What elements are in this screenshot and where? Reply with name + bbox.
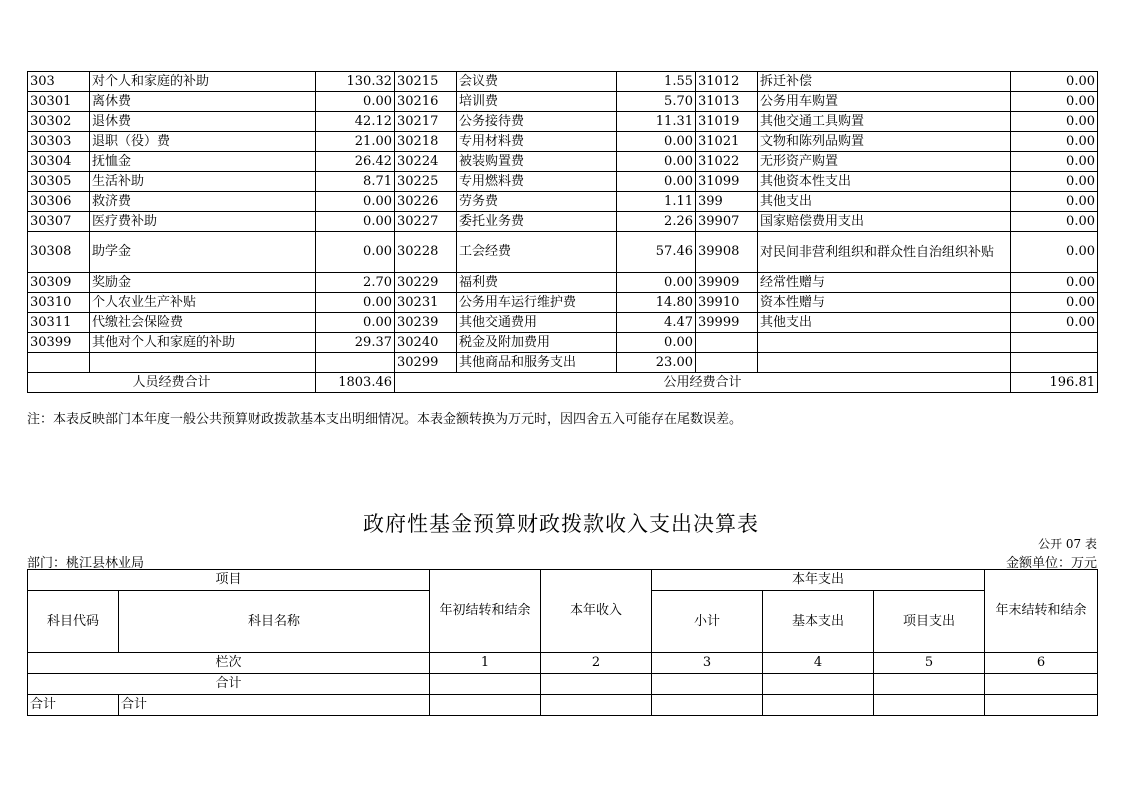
amount-cell [1011,353,1098,373]
name-cell: 福利费 [457,273,617,293]
amount-cell: 57.46 [617,232,696,273]
index-3: 3 [652,653,763,674]
amount-cell: 26.42 [316,152,395,172]
name-cell: 奖励金 [90,273,316,293]
header-closing: 年末结转和结余 [985,570,1098,653]
total-cell [652,674,763,695]
amount-cell: 130.32 [316,72,395,92]
code-cell: 30302 [28,112,90,132]
code-cell: 31021 [696,132,758,152]
name-cell: 资本性赠与 [758,293,1011,313]
total-row [28,674,1098,695]
amount-cell: 0.00 [1011,72,1098,92]
index-row [28,653,1098,674]
code-cell: 30216 [395,92,457,112]
amount-cell: 0.00 [617,273,696,293]
table-row [28,232,1098,273]
amount-cell: 0.00 [316,293,395,313]
name-cell: 其他对个人和家庭的补助 [90,333,316,353]
form-number: 公开 07 表 [1038,537,1097,551]
name-cell: 退职（役）费 [90,132,316,152]
amount-cell: 0.00 [1011,232,1098,273]
code-cell: 31012 [696,72,758,92]
index-4: 4 [763,653,874,674]
amount-cell: 0.00 [617,333,696,353]
subject-cell [763,695,874,716]
header-item: 项目 [28,570,430,591]
personnel-total-label: 人员经费合计 [28,373,316,393]
subject-cell [652,695,763,716]
code-cell: 30305 [28,172,90,192]
table-row [28,152,1098,172]
subject-cell [985,695,1098,716]
total-cell [430,674,541,695]
code-cell: 30310 [28,293,90,313]
total-cell [985,674,1098,695]
government-fund-table [27,569,1098,716]
code-cell: 30308 [28,232,90,273]
amount-cell: 42.12 [316,112,395,132]
name-cell [90,353,316,373]
total-label: 合计 [28,674,430,695]
name-cell: 对民间非营利组织和群众性自治组织补贴 [758,232,1011,273]
personnel-total-value: 1803.46 [316,373,395,393]
amount-cell: 5.70 [617,92,696,112]
code-cell: 30239 [395,313,457,333]
name-cell: 其他资本性支出 [758,172,1011,192]
name-cell: 专用材料费 [457,132,617,152]
amount-cell: 0.00 [617,132,696,152]
table-row [28,353,1098,373]
amount-cell: 0.00 [1011,192,1098,212]
code-cell: 30307 [28,212,90,232]
amount-cell: 0.00 [316,212,395,232]
unit-label: 金额单位：万元 [1005,556,1097,571]
table-row [28,333,1098,353]
name-cell: 经常性赠与 [758,273,1011,293]
subject-code: 合计 [28,695,119,716]
basic-expense-detail-table [27,71,1098,393]
name-cell: 助学金 [90,232,316,273]
code-cell: 30399 [28,333,90,353]
table-note: 注：本表反映部门本年度一般公共预算财政拨款基本支出明细情况。本表金额转换为万元时，因四舍五入可能存在尾数误差。 [27,412,743,427]
code-cell: 30306 [28,192,90,212]
code-cell: 30218 [395,132,457,152]
name-cell: 委托业务费 [457,212,617,232]
name-cell: 救济费 [90,192,316,212]
header-expense: 本年支出 [652,570,985,591]
table-row [28,313,1098,333]
subject-row [28,695,1098,716]
name-cell: 其他商品和服务支出 [457,353,617,373]
name-cell: 被装购置费 [457,152,617,172]
table-row [28,112,1098,132]
table-row [28,192,1098,212]
name-cell: 公务用车运行维护费 [457,293,617,313]
code-cell: 30226 [395,192,457,212]
header-name: 科目名称 [119,591,430,653]
table-row [28,72,1098,92]
code-cell: 30224 [395,152,457,172]
header-opening: 年初结转和结余 [430,570,541,653]
subject-cell [430,695,541,716]
code-cell: 31022 [696,152,758,172]
public-total-value: 196.81 [1011,373,1098,393]
index-label: 栏次 [28,653,430,674]
index-2: 2 [541,653,652,674]
name-cell: 退休费 [90,112,316,132]
amount-cell: 0.00 [1011,152,1098,172]
name-cell: 公务接待费 [457,112,617,132]
name-cell: 其他支出 [758,313,1011,333]
subject-cell [541,695,652,716]
table-row [28,212,1098,232]
table-row [28,132,1098,152]
code-cell: 39910 [696,293,758,313]
amount-cell [1011,333,1098,353]
amount-cell: 0.00 [1011,293,1098,313]
amount-cell: 8.71 [316,172,395,192]
name-cell: 劳务费 [457,192,617,212]
code-cell: 30309 [28,273,90,293]
code-cell: 30215 [395,72,457,92]
amount-cell: 0.00 [316,192,395,212]
name-cell: 工会经费 [457,232,617,273]
code-cell: 39909 [696,273,758,293]
amount-cell: 0.00 [1011,112,1098,132]
header-subtotal: 小计 [652,591,763,653]
amount-cell: 0.00 [1011,172,1098,192]
amount-cell: 11.31 [617,112,696,132]
name-cell: 专用燃料费 [457,172,617,192]
amount-cell: 14.80 [617,293,696,313]
name-cell: 对个人和家庭的补助 [90,72,316,92]
name-cell: 个人农业生产补贴 [90,293,316,313]
header-income: 本年收入 [541,570,652,653]
header-code: 科目代码 [28,591,119,653]
name-cell: 其他交通费用 [457,313,617,333]
name-cell: 会议费 [457,72,617,92]
code-cell: 30311 [28,313,90,333]
code-cell: 31099 [696,172,758,192]
name-cell: 生活补助 [90,172,316,192]
amount-cell: 0.00 [617,152,696,172]
total-cell [874,674,985,695]
amount-cell: 0.00 [316,92,395,112]
name-cell: 抚恤金 [90,152,316,172]
code-cell: 30303 [28,132,90,152]
code-cell: 30240 [395,333,457,353]
index-5: 5 [874,653,985,674]
name-cell: 培训费 [457,92,617,112]
name-cell: 无形资产购置 [758,152,1011,172]
name-cell: 国家赔偿费用支出 [758,212,1011,232]
code-cell: 39908 [696,232,758,273]
amount-cell: 1.11 [617,192,696,212]
amount-cell: 21.00 [316,132,395,152]
total-cell [541,674,652,695]
amount-cell: 29.37 [316,333,395,353]
amount-cell [316,353,395,373]
header-row-1 [28,570,1098,591]
department-label: 部门：桃江县林业局 [27,556,145,571]
amount-cell: 23.00 [617,353,696,373]
amount-cell: 2.26 [617,212,696,232]
code-cell: 30227 [395,212,457,232]
code-cell: 30217 [395,112,457,132]
totals-row [28,373,1098,393]
index-6: 6 [985,653,1098,674]
amount-cell: 0.00 [1011,212,1098,232]
name-cell: 代缴社会保险费 [90,313,316,333]
name-cell [758,353,1011,373]
code-cell: 30225 [395,172,457,192]
table-row [28,293,1098,313]
code-cell: 30231 [395,293,457,313]
name-cell: 其他交通工具购置 [758,112,1011,132]
subject-cell [874,695,985,716]
header-project: 项目支出 [874,591,985,653]
table-row [28,92,1098,112]
name-cell: 公务用车购置 [758,92,1011,112]
code-cell: 30301 [28,92,90,112]
code-cell [696,333,758,353]
code-cell: 30299 [395,353,457,373]
amount-cell: 1.55 [617,72,696,92]
public-total-label: 公用经费合计 [395,373,1011,393]
amount-cell: 0.00 [617,172,696,192]
code-cell: 31013 [696,92,758,112]
name-cell: 拆迁补偿 [758,72,1011,92]
code-cell: 30304 [28,152,90,172]
name-cell: 医疗费补助 [90,212,316,232]
code-cell: 39999 [696,313,758,333]
amount-cell: 0.00 [1011,273,1098,293]
name-cell: 离休费 [90,92,316,112]
amount-cell: 2.70 [316,273,395,293]
code-cell: 30229 [395,273,457,293]
amount-cell: 0.00 [1011,92,1098,112]
subject-name: 合计 [119,695,430,716]
name-cell: 文物和陈列品购置 [758,132,1011,152]
amount-cell: 0.00 [1011,313,1098,333]
header-basic: 基本支出 [763,591,874,653]
table-row [28,172,1098,192]
code-cell: 31019 [696,112,758,132]
code-cell: 303 [28,72,90,92]
amount-cell: 0.00 [316,313,395,333]
code-cell: 30228 [395,232,457,273]
total-cell [763,674,874,695]
amount-cell: 0.00 [316,232,395,273]
code-cell [28,353,90,373]
code-cell [696,353,758,373]
amount-cell: 0.00 [1011,132,1098,152]
amount-cell: 4.47 [617,313,696,333]
name-cell [758,333,1011,353]
page-title: 政府性基金预算财政拨款收入支出决算表 [363,512,759,536]
name-cell: 其他支出 [758,192,1011,212]
code-cell: 39907 [696,212,758,232]
code-cell: 399 [696,192,758,212]
table-row [28,273,1098,293]
name-cell: 税金及附加费用 [457,333,617,353]
index-1: 1 [430,653,541,674]
